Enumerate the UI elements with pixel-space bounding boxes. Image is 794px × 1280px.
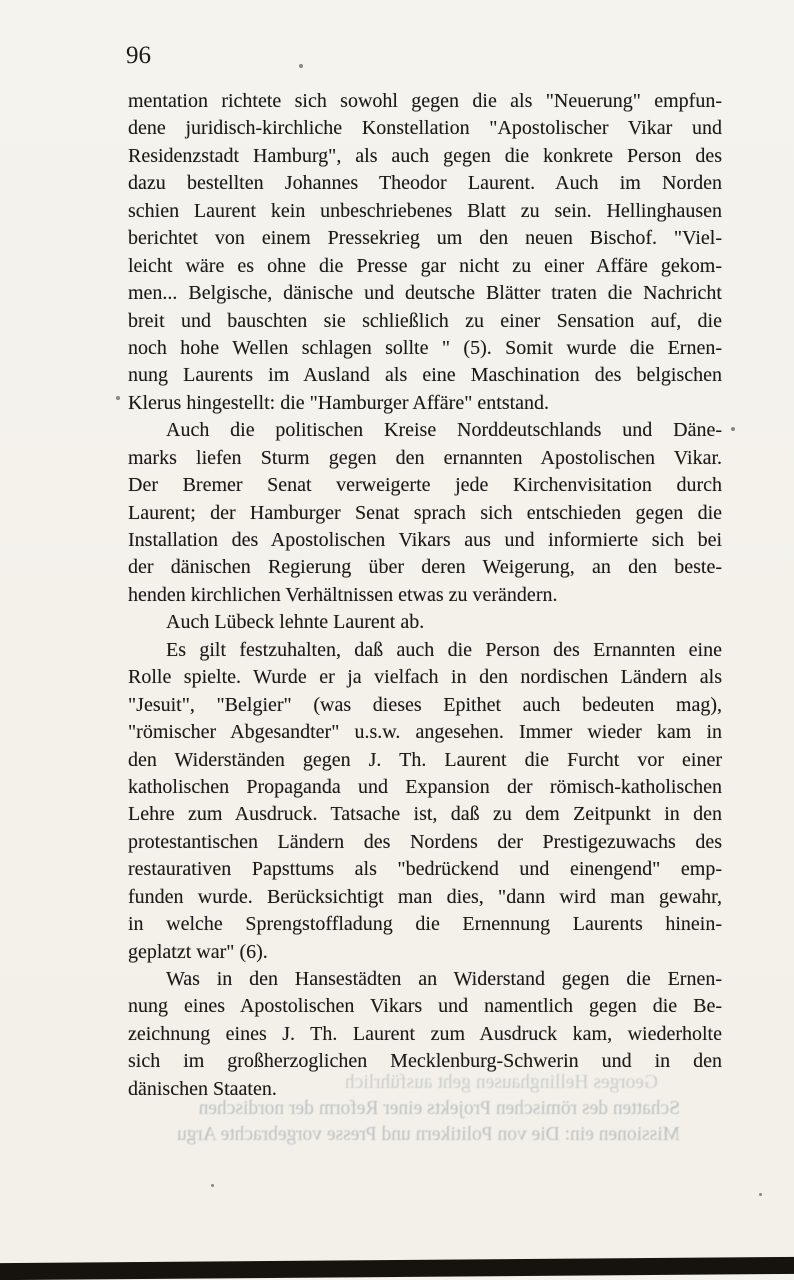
scanner-edge-bar [0,1257,794,1280]
page-number: 96 [126,42,151,69]
text-line: dänischen Staaten. [128,1077,277,1100]
bleedthrough-text: Schatten des römischen Projekts einer Reform der nordischen [198,1098,680,1119]
text-line: zeichnung eines J. Th. Laurent zum Ausdruck kam, wiederholte [128,1022,722,1045]
scan-speck [299,64,303,68]
text-line: nung eines Apostolischen Vikars und namentlich gegen die Be- [128,995,722,1018]
text-line: "Jesuit", "Belgier" (was dieses Epithet auch bedeuten mag), [128,693,722,716]
text-line: mentation richtete sich sowohl gegen die als "Neuerung" empfun- [128,90,722,112]
text-line: protestantischen Ländern des Nordens der Prestigezuwachs des [128,830,722,853]
text-line: sich im großherzoglichen Mecklenburg-Schwerin und in den [128,1050,722,1073]
scan-speck [211,1184,214,1187]
text-line: katholischen Propaganda und Expansion der römisch-katholischen [128,775,722,798]
text-line: Lehre zum Ausdruck. Tatsache ist, daß zu dem Zeitpunkt in den [128,803,722,826]
text-line: noch hohe Wellen schlagen sollte " (5). Somit wurde die Ernen- [128,336,722,359]
text-line: Laurent; der Hamburger Senat sprach sich entschieden gegen die [128,501,722,524]
text-line: funden wurde. Berücksichtigt man dies, "dann wird man gewahr, [128,885,722,908]
text-line: in welche Sprengstoffladung die Ernennung Laurents hinein- [128,913,722,936]
text-line: der dänischen Regierung über deren Weigerung, an den beste- [128,556,722,579]
text-line: restaurativen Papsttums als "bedrückend und einengend" emp- [128,858,722,881]
bleedthrough-text: Georges Hellinghausen geht ausführlich [344,1072,658,1093]
text-line: Auch Lübeck lehnte Laurent ab. [166,611,425,634]
text-line: Es gilt festzuhalten, daß auch die Person des Ernannten eine [166,638,722,661]
text-line: Was in den Hansestädten an Widerstand gegen die Ernen- [166,968,722,990]
text-line: Auch die politischen Kreise Norddeutschlands und Däne- [166,419,722,442]
body-text-block [128,88,722,1103]
text-line: marks liefen Sturm gegen den ernannten Apostolischen Vikar. [128,446,722,469]
text-line: henden kirchlichen Verhältnissen etwas zu verändern. [128,583,558,606]
text-line: Installation des Apostolischen Vikars aus und informierte sich bei [128,529,722,551]
bleedthrough-text: Missionen ein: Die von Politikern und Presse vorgebrachte Argu [177,1124,680,1145]
text-line: geplatzt war" (6). [128,940,268,963]
scan-speck [731,427,735,431]
text-line: "römischer Abgesandter" u.s.w. angesehen. Immer wieder kam in [128,721,722,744]
text-line: Residenzstadt Hamburg", als auch gegen die konkrete Person des [128,144,722,167]
text-line: dene juridisch-kirchliche Konstellation "Apostolischer Vikar und [128,117,722,140]
text-line: berichtet von einem Pressekrieg um den neuen Bischof. "Viel- [128,227,722,250]
scan-speck [116,396,120,400]
text-line: schien Laurent kein unbeschriebenes Blatt zu sein. Hellinghausen [128,199,722,222]
text-line: leicht wäre es ohne die Presse gar nicht zu einer Affäre gekom- [128,254,722,277]
text-line: Klerus hingestellt: die "Hamburger Affäre" entstand. [128,391,550,414]
text-line: Rolle spielte. Wurde er ja vielfach in den nordischen Ländern als [128,666,722,689]
text-line: dazu bestellten Johannes Theodor Laurent. Auch im Norden [128,172,722,195]
text-line: men... Belgische, dänische und deutsche Blätter traten die Nachricht [128,282,722,305]
text-line: nung Laurents im Ausland als eine Maschination des belgischen [128,364,722,387]
text-line: breit und bauschten sie schließlich zu einer Sensation auf, die [128,309,722,332]
text-line: Der Bremer Senat verweigerte jede Kirchenvisitation durch [128,474,722,497]
text-line: den Widerständen gegen J. Th. Laurent die Furcht vor einer [128,748,722,771]
scan-speck [759,1193,762,1196]
